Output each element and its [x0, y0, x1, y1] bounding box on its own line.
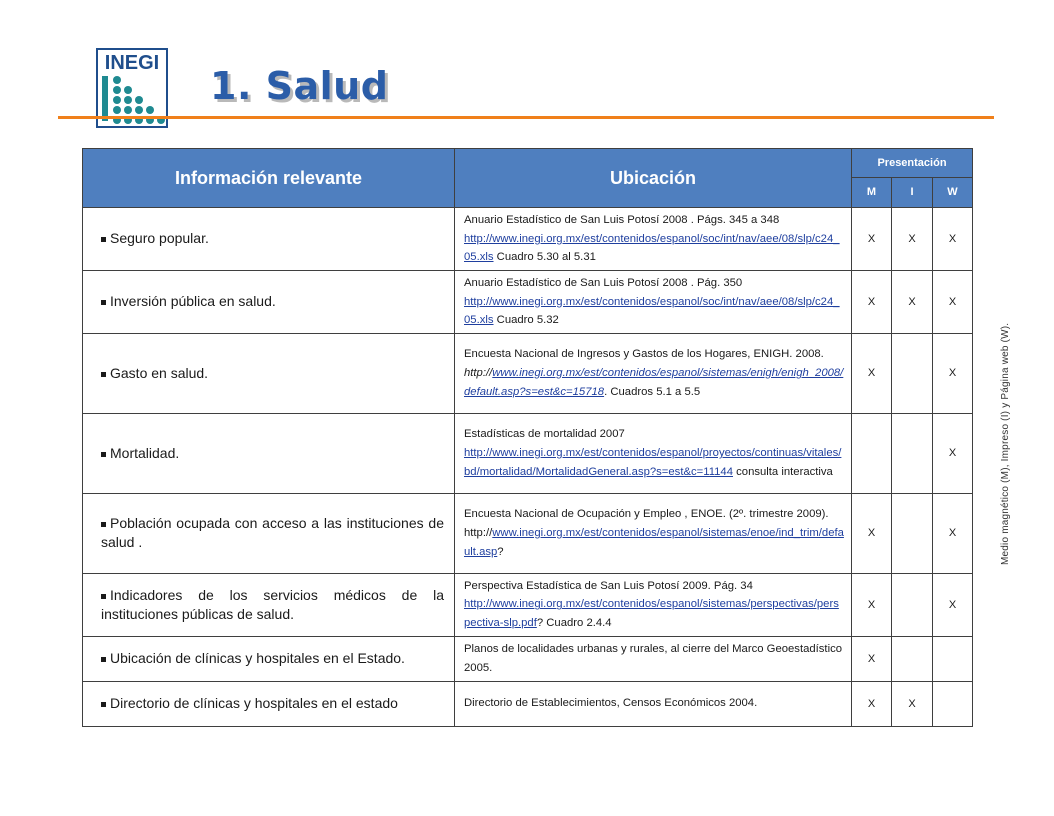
info-text: Ubicación de clínicas y hospitales en el Estado.: [110, 650, 405, 667]
location-cell: [455, 413, 852, 493]
presentation-legend: Medio magnético (M), Impreso (I) y Página web (W).: [1000, 322, 1011, 565]
info-text: Población ocupada con acceso a las instituciones de salud .: [101, 515, 444, 551]
table-row: [83, 413, 973, 493]
info-text: Directorio de clínicas y hospitales en el estado: [110, 695, 398, 712]
table-row: [83, 681, 973, 726]
mark-i: X: [892, 270, 933, 333]
mark-m: X: [852, 270, 892, 333]
source-text: Anuario Estadístico de San Luis Potosí 2008 . Págs. 345 a 348: [464, 214, 780, 226]
table-row: [83, 573, 973, 636]
info-text: Gasto en salud.: [110, 364, 209, 381]
source-link[interactable]: http://www.inegi.org.mx/est/contenidos/espanol/sistemas/perspectivas/perspectiva-slp.pdf: [464, 598, 839, 629]
source-tail: ?: [497, 545, 504, 558]
title-underline: [58, 116, 994, 119]
bullet-icon: [101, 657, 106, 662]
mark-i: [892, 333, 933, 413]
table-row: [83, 636, 973, 681]
mark-m: [852, 413, 892, 493]
source-link[interactable]: http://www.inegi.org.mx/est/contenidos/espanol/proyectos/continuas/vitales/bd/mortalidad/MortalidadGeneral.asp?s=est&c=11144: [464, 446, 842, 478]
location-cell: [455, 270, 852, 333]
bullet-icon: [101, 702, 106, 707]
header-presentacion: Presentación: [852, 149, 973, 178]
mark-m: X: [852, 333, 892, 413]
info-cell: [83, 493, 455, 573]
location-cell: [455, 636, 852, 681]
mark-m: X: [852, 208, 892, 271]
source-text: Estadísticas de mortalidad 2007: [464, 428, 625, 441]
source-link[interactable]: www.inegi.org.mx/est/contenidos/espanol/sistemas/enoe/ind_trim/default.asp: [464, 526, 844, 558]
mark-m: X: [852, 493, 892, 573]
mark-w: X: [933, 493, 973, 573]
mark-w: X: [933, 270, 973, 333]
header-info-relevante: Información relevante: [83, 149, 455, 208]
mark-i: [892, 493, 933, 573]
source-text: Directorio de Establecimientos, Censos Económicos 2004.: [464, 697, 758, 710]
mark-m: X: [852, 681, 892, 726]
bullet-icon: [101, 522, 106, 527]
location-cell: [455, 208, 852, 271]
source-text: Encuesta Nacional de Ingresos y Gastos de los Hogares, ENIGH. 2008.: [464, 348, 824, 361]
info-text: Mortalidad.: [110, 444, 180, 461]
mark-w: [933, 636, 973, 681]
header-i: I: [892, 177, 933, 207]
info-cell: [83, 333, 455, 413]
mark-i: X: [892, 208, 933, 271]
mark-i: [892, 573, 933, 636]
header-m: M: [852, 177, 892, 207]
header-w: W: [933, 177, 973, 207]
source-tail: ? Cuadro 2.4.4: [536, 617, 612, 629]
source-prefix: http://: [464, 366, 493, 379]
source-prefix: http://: [464, 526, 493, 539]
mark-w: X: [933, 208, 973, 271]
info-cell: [83, 413, 455, 493]
mark-m: X: [852, 573, 892, 636]
info-cell: [83, 573, 455, 636]
source-text: Perspectiva Estadística de San Luis Potosí 2009. Pág. 34: [464, 579, 753, 592]
source-link[interactable]: www.inegi.org.mx/est/contenidos/espanol/sistemas/enigh/enigh_2008/default.asp?s=est&c=15718: [464, 366, 844, 398]
source-tail: . Cuadros 5.1 a 5.5: [604, 385, 701, 398]
mark-w: [933, 681, 973, 726]
mark-i: [892, 636, 933, 681]
location-cell: [455, 573, 852, 636]
info-cell: [83, 270, 455, 333]
bullet-icon: [101, 594, 106, 599]
info-text: Inversión pública en salud.: [110, 293, 276, 310]
inegi-logo-text: INEGI: [104, 52, 160, 74]
bullet-icon: [101, 237, 106, 242]
source-text: Anuario Estadístico de San Luis Potosí 2008 . Pág. 350: [464, 276, 743, 289]
mark-m: X: [852, 636, 892, 681]
mark-w: X: [933, 413, 973, 493]
table-row: [83, 270, 973, 333]
bullet-icon: [101, 452, 106, 457]
source-tail: Cuadro 5.30 al 5.31: [493, 251, 596, 264]
page-title: 1. Salud: [210, 64, 389, 108]
table-row: [83, 208, 973, 271]
table-row: [83, 493, 973, 573]
source-link[interactable]: http://www.inegi.org.mx/est/contenidos/espanol/soc/int/nav/aee/08/slp/c24_05.xls: [464, 295, 840, 327]
mark-i: [892, 413, 933, 493]
location-cell: [455, 493, 852, 573]
info-cell: [83, 636, 455, 681]
location-cell: [455, 681, 852, 726]
bullet-icon: [101, 300, 106, 305]
info-cell: [83, 208, 455, 271]
mark-i: X: [892, 681, 933, 726]
source-text: Encuesta Nacional de Ocupación y Empleo , ENOE. (2º. trimestre 2009).: [464, 508, 829, 521]
mark-w: X: [933, 573, 973, 636]
info-text: Indicadores de los servicios médicos de la instituciones públicas de salud.: [101, 586, 444, 622]
source-tail: Cuadro 5.32: [493, 314, 559, 327]
mark-w: X: [933, 333, 973, 413]
info-text: Seguro popular.: [110, 230, 209, 247]
bullet-icon: [101, 372, 106, 377]
location-cell: [455, 333, 852, 413]
source-text: Planos de localidades urbanas y rurales, al cierre del Marco Geoestadístico 2005.: [464, 643, 843, 674]
info-cell: [83, 681, 455, 726]
source-link[interactable]: http://www.inegi.org.mx/est/contenidos/espanol/soc/int/nav/aee/08/slp/c24_05.xls: [464, 232, 840, 264]
table-row: [83, 333, 973, 413]
health-info-table: [82, 148, 973, 727]
header-ubicacion: Ubicación: [455, 149, 852, 208]
source-tail: consulta interactiva: [733, 465, 833, 478]
